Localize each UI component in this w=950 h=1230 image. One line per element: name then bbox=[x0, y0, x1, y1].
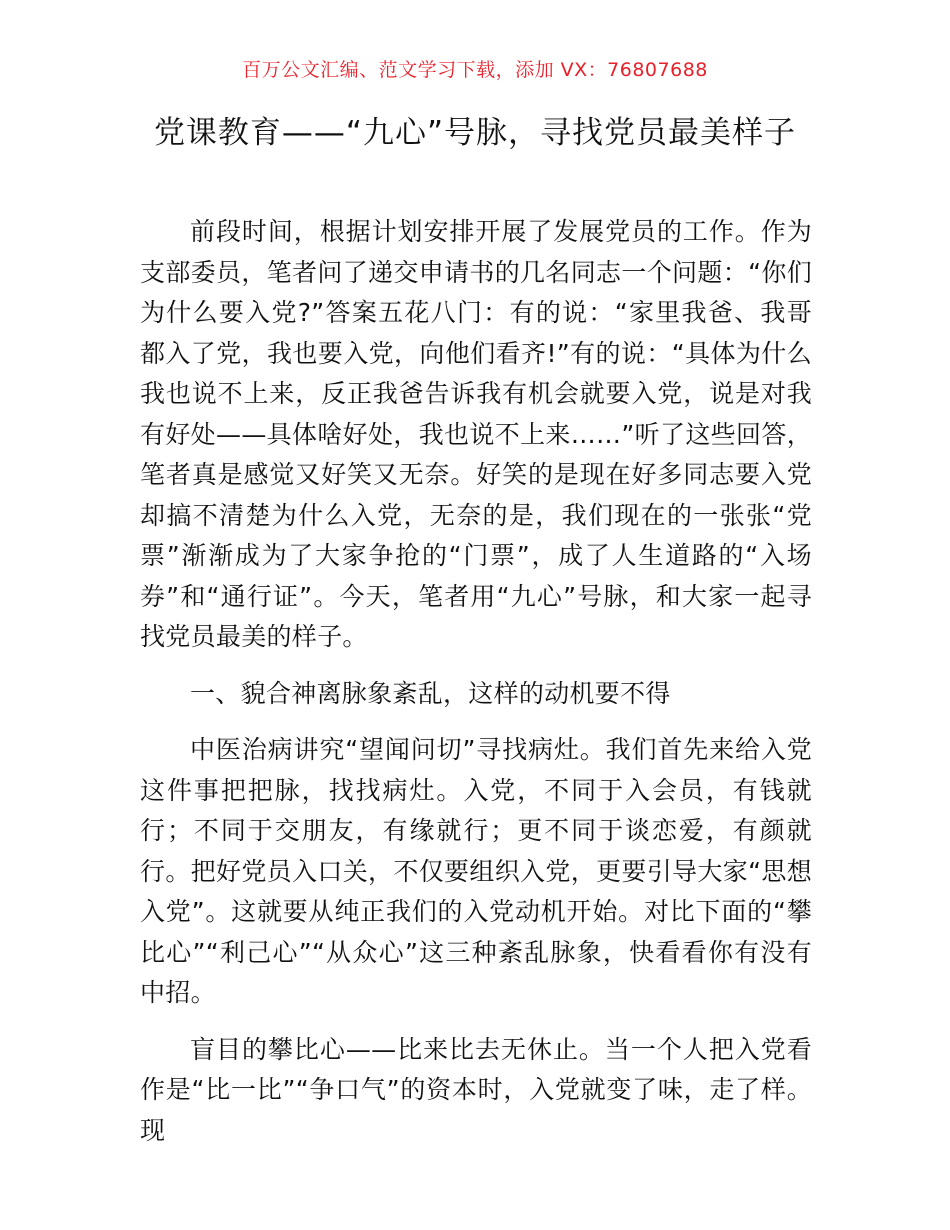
intro-paragraph: 前段时间，根据计划安排开展了发展党员的工作。作为支部委员，笔者问了递交申请书的几名同志一个问题：“你们为什么要入党?”答案五花八门：有的说：“家里我爸、我哥都入了党，我也要入党，向他们看齐!”有的说：“具体为什么我也说不上来，反正我爸告诉我有机会就要入党，说是对我有好处——具体啥好处，我也说不上来……”听了这些回答，笔者真是感觉又好笑又无奈。好笑的是现在好多同志要入党却搞不清楚为什么入党，无奈的是，我们现在的一张张“党票”渐渐成为了大家争抢的“门票”，成了人生道路的“入场券”和“通行证”。今天，笔者用“九心”号脉，和大家一起寻找党员最美的样子。 bbox=[140, 217, 812, 651]
document-title: 党课教育——“九心”号脉，寻找党员最美样子 bbox=[153, 115, 797, 151]
watermark-banner: 百万公文汇编、范文学习下载，添加 VX：76807688 bbox=[242, 59, 708, 81]
body-paragraph: 盲目的攀比心——比来比去无休止。当一个人把入党看作是“比一比”“争口气”的资本时，入党就变了味，走了样。现 bbox=[140, 1034, 812, 1145]
body-paragraph: 中医治病讲究“望闻问切”寻找病灶。我们首先来给入党这件事把把脉，找找病灶。入党，不同于入会员，有钱就行；不同于交朋友，有缘就行；更不同于谈恋爱，有颜就行。把好党员入口关，不仅要组织入党，更要引导大家“思想入党”。这就要从纯正我们的入党动机开始。对比下面的“攀比心”“利己心”“从众心”这三种紊乱脉象，快看看你有没有中招。 bbox=[140, 735, 812, 1007]
document-body bbox=[140, 212, 812, 1167]
section-heading-1: 一、貌合神离脉象紊乱，这样的动机要不得 bbox=[190, 678, 671, 708]
